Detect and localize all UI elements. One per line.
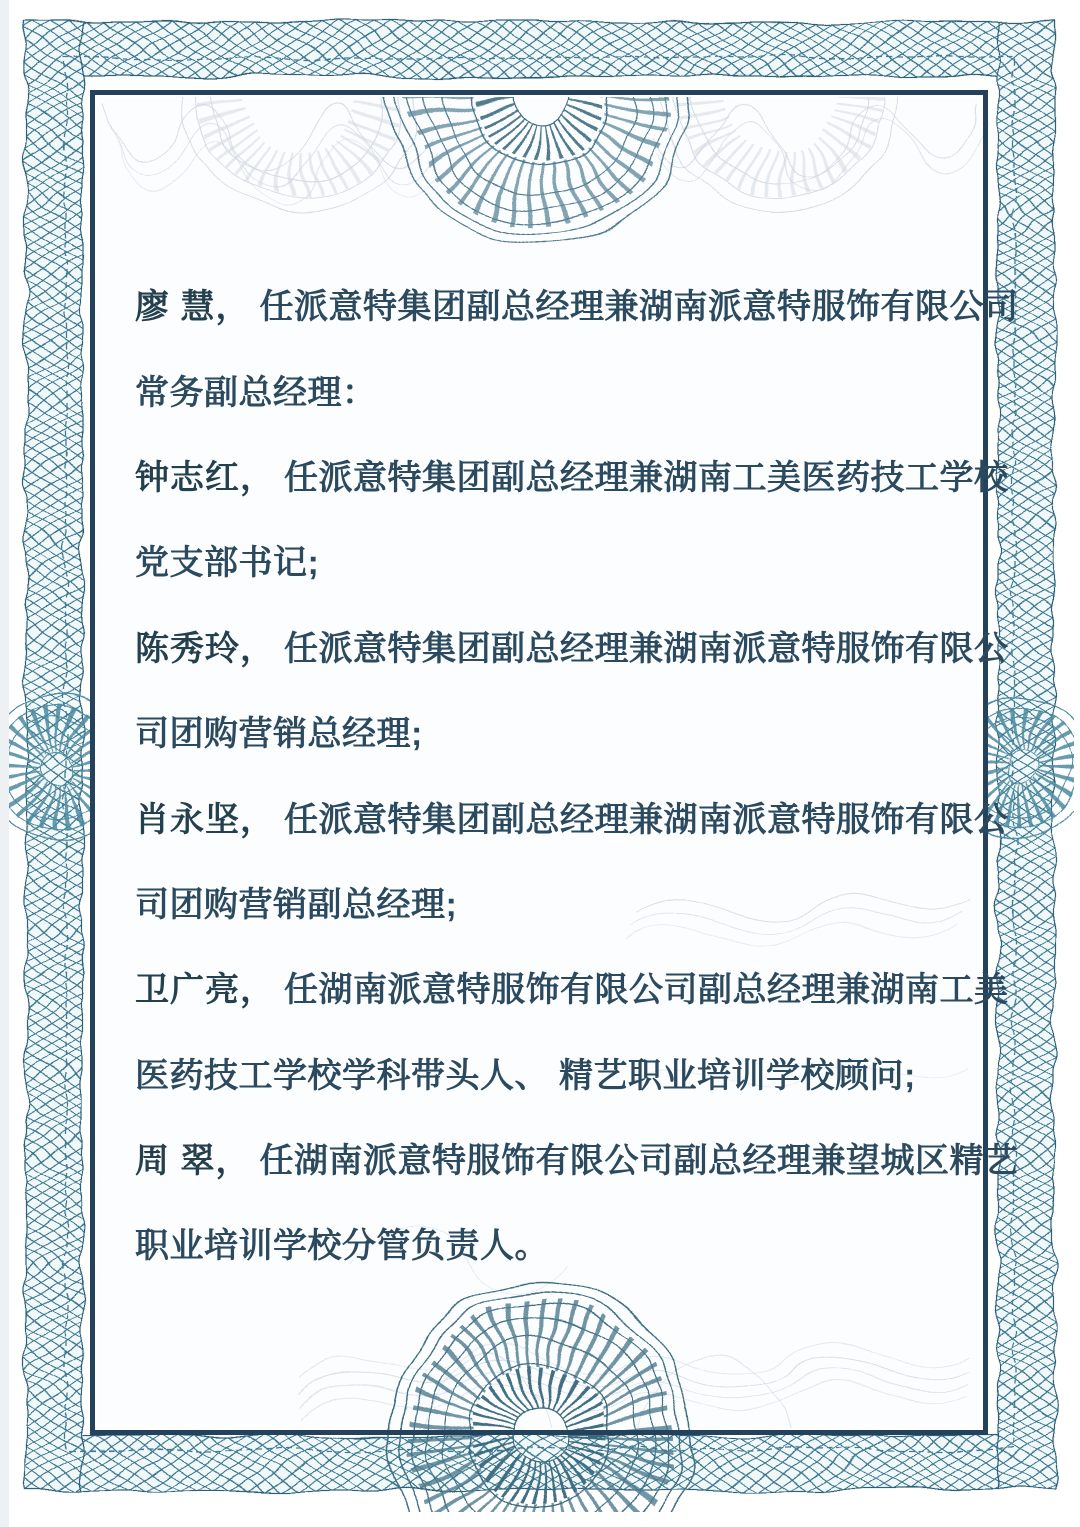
appointment-line [135,1030,981,1115]
appointment-line [135,261,1019,346]
appointment-line [135,603,1009,688]
appointment-text: 党支部书记; [135,544,320,583]
appointment-line [135,1200,981,1285]
appointment-line [135,773,1009,858]
appointment-text: 任派意特集团副总经理兼湖南派意特服饰有限公司 [259,288,1019,327]
appointment-line [135,688,981,773]
photo-edge-artifact [0,0,9,1527]
appointment-text: 司团购营销副总经理; [135,885,458,924]
person-name: 钟志红， [135,458,275,497]
appointment-text: 任派意特集团副总经理兼湖南派意特服饰有限公 [284,629,1009,668]
appointment-text: 任派意特集团副总经理兼湖南派意特服饰有限公 [284,800,1009,839]
person-name: 卫广亮， [135,971,275,1010]
appointment-text: 职业培训学校分管负责人。 [135,1227,549,1266]
appointment-text: 任派意特集团副总经理兼湖南工美医药技工学校 [284,458,1009,497]
appointment-line [135,346,981,431]
person-name: 周 翠， [135,1142,251,1181]
appointment-text: 常务副总经理： [135,373,377,412]
person-name: 廖 慧， [135,288,251,327]
appointment-line [135,859,981,944]
appointment-line [135,1115,1019,1200]
person-name: 陈秀玲， [135,629,275,668]
appointment-text: 任湖南派意特服饰有限公司副总经理兼湖南工美 [284,971,1009,1010]
appointment-text-block [135,261,1019,1286]
appointment-line [135,944,1009,1029]
appointment-text: 司团购营销总经理; [135,715,423,754]
person-name: 肖永坚， [135,800,275,839]
appointment-line [135,517,981,602]
appointment-text: 任湖南派意特服饰有限公司副总经理兼望城区精艺 [259,1142,1019,1181]
appointment-line [135,432,1009,517]
appointment-text: 医药技工学校学科带头人、 精艺职业培训学校顾问; [135,1056,916,1095]
